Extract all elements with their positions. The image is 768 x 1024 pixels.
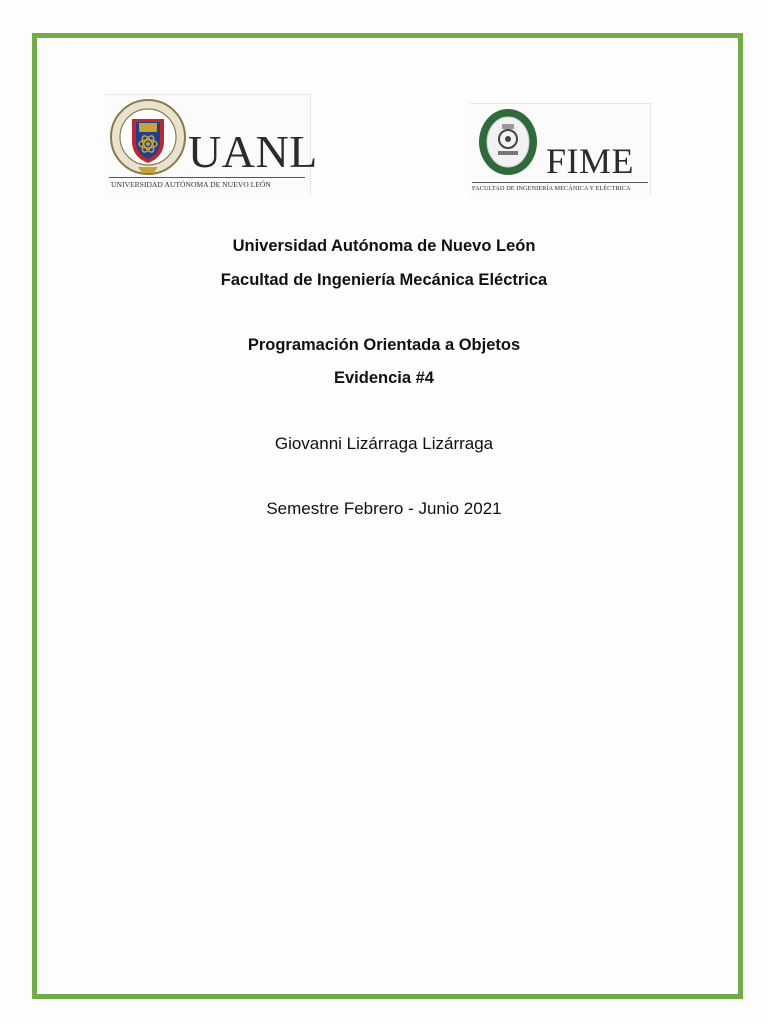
fime-caption: FACULTAD DE INGENIERÍA MECÁNICA Y ELÉCTRICA bbox=[472, 185, 631, 192]
fime-logo bbox=[470, 103, 651, 196]
uanl-wordmark: UANL bbox=[188, 126, 318, 177]
course-name: Programación Orientada a Objetos bbox=[247, 336, 521, 354]
semester-text: Semestre Febrero - Junio 2021 bbox=[266, 499, 502, 518]
fime-wordmark: FIME bbox=[546, 141, 635, 181]
author-name: Giovanni Lizárraga Lizárraga bbox=[274, 434, 494, 453]
faculty-name: Facultad de Ingeniería Mecánica Eléctrica bbox=[220, 271, 548, 289]
uanl-caption: UNIVERSIDAD AUTÓNOMA DE NUEVO LEÓN bbox=[111, 180, 271, 189]
assignment-title: Evidencia #4 bbox=[334, 369, 434, 387]
fime-seal-icon bbox=[476, 106, 540, 178]
university-name: Universidad Autónoma de Nuevo León bbox=[232, 237, 536, 255]
uanl-logo bbox=[105, 94, 318, 195]
uanl-seal-icon bbox=[108, 97, 188, 177]
